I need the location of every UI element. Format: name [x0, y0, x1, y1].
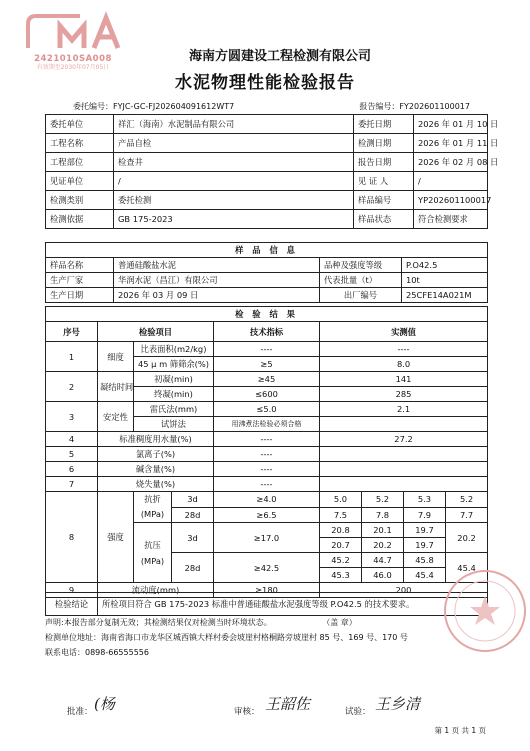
spec: ≥180 — [214, 583, 320, 598]
spec: ≥5 — [214, 357, 320, 372]
cma-logo-icon — [20, 10, 126, 54]
row-number: 6 — [46, 462, 98, 477]
cell-label: 生产厂家 — [46, 273, 114, 288]
measured-value: 20.7 — [320, 538, 362, 553]
age-28d: 28d — [172, 507, 214, 523]
age-3d: 3d — [172, 523, 214, 553]
table-row — [46, 258, 488, 273]
measured-value: 20.8 — [320, 523, 362, 538]
cell-label: 生产日期 — [46, 288, 114, 303]
address: 海南省海口市龙华区城西镇大样村委会坡崖村格桐路旁坡崖村 85 号、169 号、170 号 — [101, 633, 408, 642]
spec: ---- — [214, 477, 320, 492]
spec: ---- — [214, 462, 320, 477]
report-date: 2026 年 02 月 08 日 — [414, 153, 488, 172]
phone: 0898-66555556 — [85, 648, 149, 657]
measured-value — [320, 462, 488, 477]
cell-label: 检测日期 — [354, 134, 414, 153]
test-basis: GB 175-2023 — [114, 210, 354, 229]
table-row — [46, 273, 488, 288]
measured-value: 5.2 — [362, 492, 404, 508]
phone-line — [45, 647, 149, 658]
table-row — [46, 210, 488, 229]
sub-item: 雷氏法(mm) — [134, 402, 214, 417]
spec: ≥42.5 — [214, 553, 320, 583]
spec: ≥45 — [214, 372, 320, 387]
sub-item: 初凝(min) — [134, 372, 214, 387]
item-name: 安定性 — [98, 402, 134, 432]
sub-item: 45 μ m 筛筛余(%) — [134, 357, 214, 372]
table-row — [46, 477, 488, 492]
factory-number: 25CFE14A021M — [402, 288, 488, 303]
cell-label: 见 证 人 — [354, 172, 414, 191]
table-row — [46, 172, 488, 191]
client-number-value: FYJC-GC-FJ202604091612WT7 — [113, 102, 235, 111]
row-number: 3 — [46, 402, 98, 432]
row-number: 2 — [46, 372, 98, 402]
test-category: 委托检测 — [114, 191, 354, 210]
measured-value: 45.8 — [404, 553, 446, 568]
row-number: 1 — [46, 342, 98, 372]
measured-value: 2.1 — [320, 402, 488, 417]
item-name: 氯离子(%) — [98, 447, 214, 462]
table-header — [46, 322, 488, 342]
cell-label: 报告日期 — [354, 153, 414, 172]
sample-state: 符合检测要求 — [414, 210, 488, 229]
sub-item: 比表面积(m2/kg) — [134, 342, 214, 357]
measured-value: 8.0 — [320, 357, 488, 372]
measured-value: 5.3 — [404, 492, 446, 508]
page-number: 第 1 页 共 1 页 — [434, 726, 486, 735]
age-28d: 28d — [172, 553, 214, 583]
cell-label: 代表批量（t） — [320, 273, 402, 288]
phone-label: 联系电话： — [45, 648, 85, 657]
table-row — [46, 342, 488, 357]
item-name: 凝结时间 — [98, 372, 134, 402]
compressive-name: 抗压 — [144, 539, 161, 550]
cell-label: 委托单位 — [46, 115, 114, 134]
cell-label: 工程名称 — [46, 134, 114, 153]
sample-number: YP202601100017 — [414, 191, 488, 210]
table-row — [46, 134, 488, 153]
compressive-unit: (MPa) — [140, 555, 165, 566]
table-row — [46, 462, 488, 477]
conclusion-text: 所检项目符合 GB 175-2023 标准中普通硅酸盐水泥强度等级 P.O42.5 的技术要求。 — [98, 593, 488, 616]
average-value: 45.4 — [446, 553, 488, 583]
cell-label: 委托日期 — [354, 115, 414, 134]
test-label: 试验： — [345, 707, 371, 717]
measured-value — [320, 417, 488, 432]
spec: ---- — [214, 342, 320, 357]
test-date: 2026 年 01 月 11 日 — [414, 134, 488, 153]
flexural-label — [134, 492, 172, 523]
measured-value: 20.1 — [362, 523, 404, 538]
report-number — [359, 101, 470, 112]
measured-value: 27.2 — [320, 432, 488, 447]
report-title: 水泥物理性能检验报告 — [175, 73, 355, 93]
project-part: 检查井 — [114, 153, 354, 172]
flexural-name: 抗折 — [144, 494, 161, 504]
average-value: 7.7 — [446, 507, 488, 523]
report-number-value: FY202601100017 — [399, 102, 470, 111]
measured-value: 45.3 — [320, 568, 362, 583]
measured-value: 7.9 — [404, 507, 446, 523]
sub-item: 终凝(min) — [134, 387, 214, 402]
statement-line — [45, 617, 357, 628]
compressive-label — [134, 523, 172, 583]
header-value: 实测值 — [320, 322, 488, 342]
table-row — [46, 492, 488, 508]
cell-label: 检测依据 — [46, 210, 114, 229]
table-row — [46, 432, 488, 447]
measured-value: 285 — [320, 387, 488, 402]
address-line — [45, 632, 490, 643]
conclusion-label: 检验结论 — [46, 593, 98, 616]
row-number: 5 — [46, 447, 98, 462]
item-name: 烧失量(%) — [98, 477, 214, 492]
company-name: 海南方圆建设工程检测有限公司 — [188, 49, 371, 64]
spec: ≥17.0 — [214, 523, 320, 553]
section-title: 样 品 信 息 — [46, 243, 488, 258]
item-name: 标准稠度用水量(%) — [98, 432, 214, 447]
row-number: 7 — [46, 477, 98, 492]
measured-value: ---- — [320, 342, 488, 357]
address-label: 检测单位地址： — [45, 633, 101, 642]
item-name: 强度 — [98, 492, 134, 583]
spec: 用沸煮法检验必须合格 — [214, 417, 320, 432]
cell-label: 样品状态 — [354, 210, 414, 229]
measured-value — [320, 477, 488, 492]
table-row — [46, 402, 488, 417]
test-signature: 王乡清 — [375, 695, 421, 713]
average-value: 5.2 — [446, 492, 488, 508]
client-unit: 祥汇（海南）水泥制品有限公司 — [114, 115, 354, 134]
measured-value: 7.5 — [320, 507, 362, 523]
production-date: 2026 年 03 月 09 日 — [114, 288, 320, 303]
row-number: 8 — [46, 492, 98, 583]
witness-unit: / — [114, 172, 354, 191]
spec: ≤600 — [214, 387, 320, 402]
approve-signature: (杨 — [94, 695, 115, 713]
approve-label: 批准： — [67, 707, 93, 717]
results-table — [45, 306, 488, 598]
measured-value: 20.2 — [362, 538, 404, 553]
cma-stamp — [20, 10, 126, 72]
sample-info-table — [45, 242, 488, 303]
table-row — [46, 288, 488, 303]
measured-value: 44.7 — [362, 553, 404, 568]
seal-note: （盖 章） — [322, 618, 357, 627]
client-info-table — [45, 114, 499, 229]
table-row — [46, 593, 488, 616]
review-signature: 王韶佐 — [265, 695, 311, 713]
measured-value: 45.4 — [404, 568, 446, 583]
table-row — [46, 153, 488, 172]
report-number-label: 报告编号： — [359, 102, 400, 111]
age-3d: 3d — [172, 492, 214, 508]
measured-value: 46.0 — [362, 568, 404, 583]
measured-value: 19.7 — [404, 538, 446, 553]
flexural-unit: (MPa) — [140, 509, 165, 519]
stamp-code: 2421010SA008 — [34, 54, 112, 64]
witness: / — [414, 172, 488, 191]
spec: ≤5.0 — [214, 402, 320, 417]
measured-value: 7.8 — [362, 507, 404, 523]
item-name: 流动度(mm) — [98, 583, 214, 598]
spec: ---- — [214, 447, 320, 462]
measured-value: 5.0 — [320, 492, 362, 508]
measured-value — [320, 447, 488, 462]
table-row — [46, 191, 488, 210]
sample-grade: P.O42.5 — [402, 258, 488, 273]
measured-value: 45.2 — [320, 553, 362, 568]
table-row — [46, 307, 488, 322]
cell-label: 样品名称 — [46, 258, 114, 273]
table-row — [46, 115, 488, 134]
cell-label: 品种及强度等级 — [320, 258, 402, 273]
header-no: 序号 — [46, 322, 98, 342]
row-number: 9 — [46, 583, 98, 598]
cell-label: 检测类别 — [46, 191, 114, 210]
measured-value: 200 — [320, 583, 488, 598]
spec: ≥4.0 — [214, 492, 320, 508]
cell-label: 出厂编号 — [320, 288, 402, 303]
average-value: 20.2 — [446, 523, 488, 553]
table-row — [46, 372, 488, 387]
measured-value: 19.7 — [404, 523, 446, 538]
table-row — [46, 447, 488, 462]
spec: ---- — [214, 432, 320, 447]
sample-name: 普通硅酸盐水泥 — [114, 258, 320, 273]
batch-size: 10t — [402, 273, 488, 288]
sub-item: 试饼法 — [134, 417, 214, 432]
spec: ≥6.5 — [214, 507, 320, 523]
header-item: 检验项目 — [98, 322, 214, 342]
item-name: 碱含量(%) — [98, 462, 214, 477]
table-row — [46, 243, 488, 258]
header-spec: 技术指标 — [214, 322, 320, 342]
client-number — [73, 101, 234, 112]
conclusion-table — [45, 592, 488, 616]
review-label: 审核： — [234, 707, 260, 717]
manufacturer: 华润水泥（昌江）有限公司 — [114, 273, 320, 288]
client-date: 2026 年 01 月 10 日 — [414, 115, 488, 134]
section-title: 检 验 结 果 — [46, 307, 488, 322]
row-number: 4 — [46, 432, 98, 447]
cell-label: 工程部位 — [46, 153, 114, 172]
stamp-date: 有效期至2030年07月05日 — [36, 64, 110, 71]
cell-label: 见证单位 — [46, 172, 114, 191]
measured-value: 141 — [320, 372, 488, 387]
client-number-label: 委托编号： — [73, 102, 113, 111]
statement: 声明:本报告部分复制无效；其检测结果仅对检测当时环境状态。 — [45, 618, 272, 627]
cell-label: 样品编号 — [354, 191, 414, 210]
project-name: 产品自检 — [114, 134, 354, 153]
item-name: 细度 — [98, 342, 134, 372]
